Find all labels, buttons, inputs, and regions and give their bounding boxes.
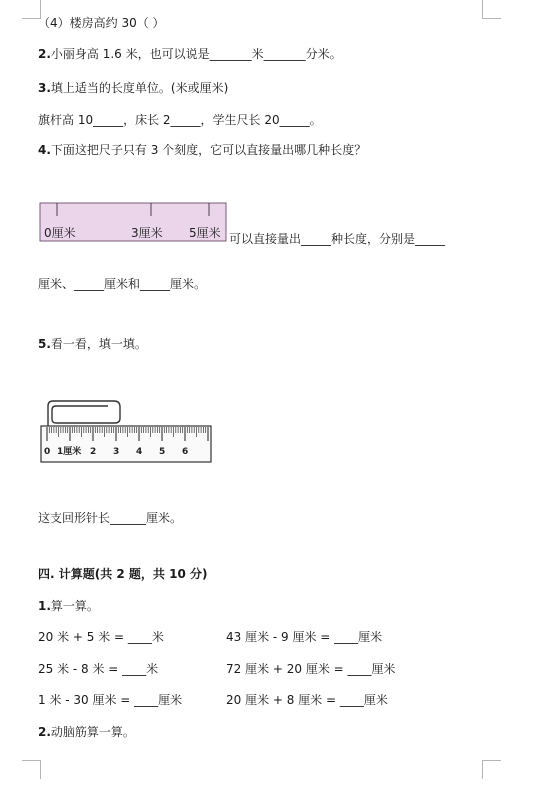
ruler-label-2: 2 [90,447,97,457]
calc-row-2-right: 72 厘米 + 20 厘米 = ____厘米 [226,662,396,676]
ruler-with-three-marks [39,202,229,244]
paperclip-ruler-figure [40,398,216,464]
question-4-after-ruler: 可以直接量出_____种长度，分别是_____ [229,232,446,246]
ruler-label-1: 1厘米 [57,447,82,457]
question-3-text: 填上适当的长度单位。(米或厘米) [50,81,229,95]
ruler-label-3: 3厘米 [131,226,163,240]
ruler-label-5: 5 [159,447,166,457]
calc-question-1 [38,598,99,614]
ruler-label-5: 5厘米 [189,226,221,240]
question-4-text: 下面这把尺子只有 3 个刻度，它可以直接量出哪几种长度？ [50,143,367,157]
question-5 [38,336,147,352]
ruler-label-0: 0厘米 [44,226,76,240]
question-5-text: 看一看，填一填。 [50,337,147,351]
calc-row-3-right: 20 厘米 + 8 厘米 = ____厘米 [226,693,388,707]
question-3-number: 3. [38,81,51,95]
question-5-answer: 这支回形针长______厘米。 [38,511,183,525]
section-4-title: 四. 计算题(共 2 题，共 10 分) [38,567,208,581]
calc-question-1-number: 1. [38,599,51,613]
question-2-text: 小丽身高 1.6 米，也可以说是_______米_______分米。 [50,47,342,61]
calc-row-1-left: 20 米 + 5 米 = ____米 [38,630,164,644]
corner-mark-bottom-left [22,760,41,779]
q4-item-4: （4）楼房高约 30（ ） [38,16,165,30]
question-3-items: 旗杆高 10_____，床长 2_____，学生尺长 20_____。 [38,113,322,127]
question-4-continuation: 厘米、_____厘米和_____厘米。 [38,277,207,291]
calc-row-1-right: 43 厘米 - 9 厘米 = ____厘米 [226,630,383,644]
ruler-label-4: 4 [136,447,143,457]
calc-row-2-left: 25 米 - 8 米 = ____米 [38,662,159,676]
ruler-label-3: 3 [113,447,120,457]
corner-mark-top-right [482,0,501,19]
question-4 [38,142,366,158]
question-2-number: 2. [38,47,51,61]
question-3 [38,80,228,96]
corner-mark-bottom-right [482,760,501,779]
calc-question-2-text: 动脑筋算一算。 [50,725,135,739]
calc-question-2-number: 2. [38,725,51,739]
question-2 [38,46,342,62]
calc-question-2 [38,724,135,740]
question-4-number: 4. [38,143,51,157]
ruler-label-0: 0 [44,447,51,457]
calc-question-1-text: 算一算。 [50,599,99,613]
calc-row-3-left: 1 米 - 30 厘米 = ____厘米 [38,693,183,707]
paperclip-icon [48,401,120,426]
ruler-label-6: 6 [182,447,189,457]
question-5-number: 5. [38,337,51,351]
